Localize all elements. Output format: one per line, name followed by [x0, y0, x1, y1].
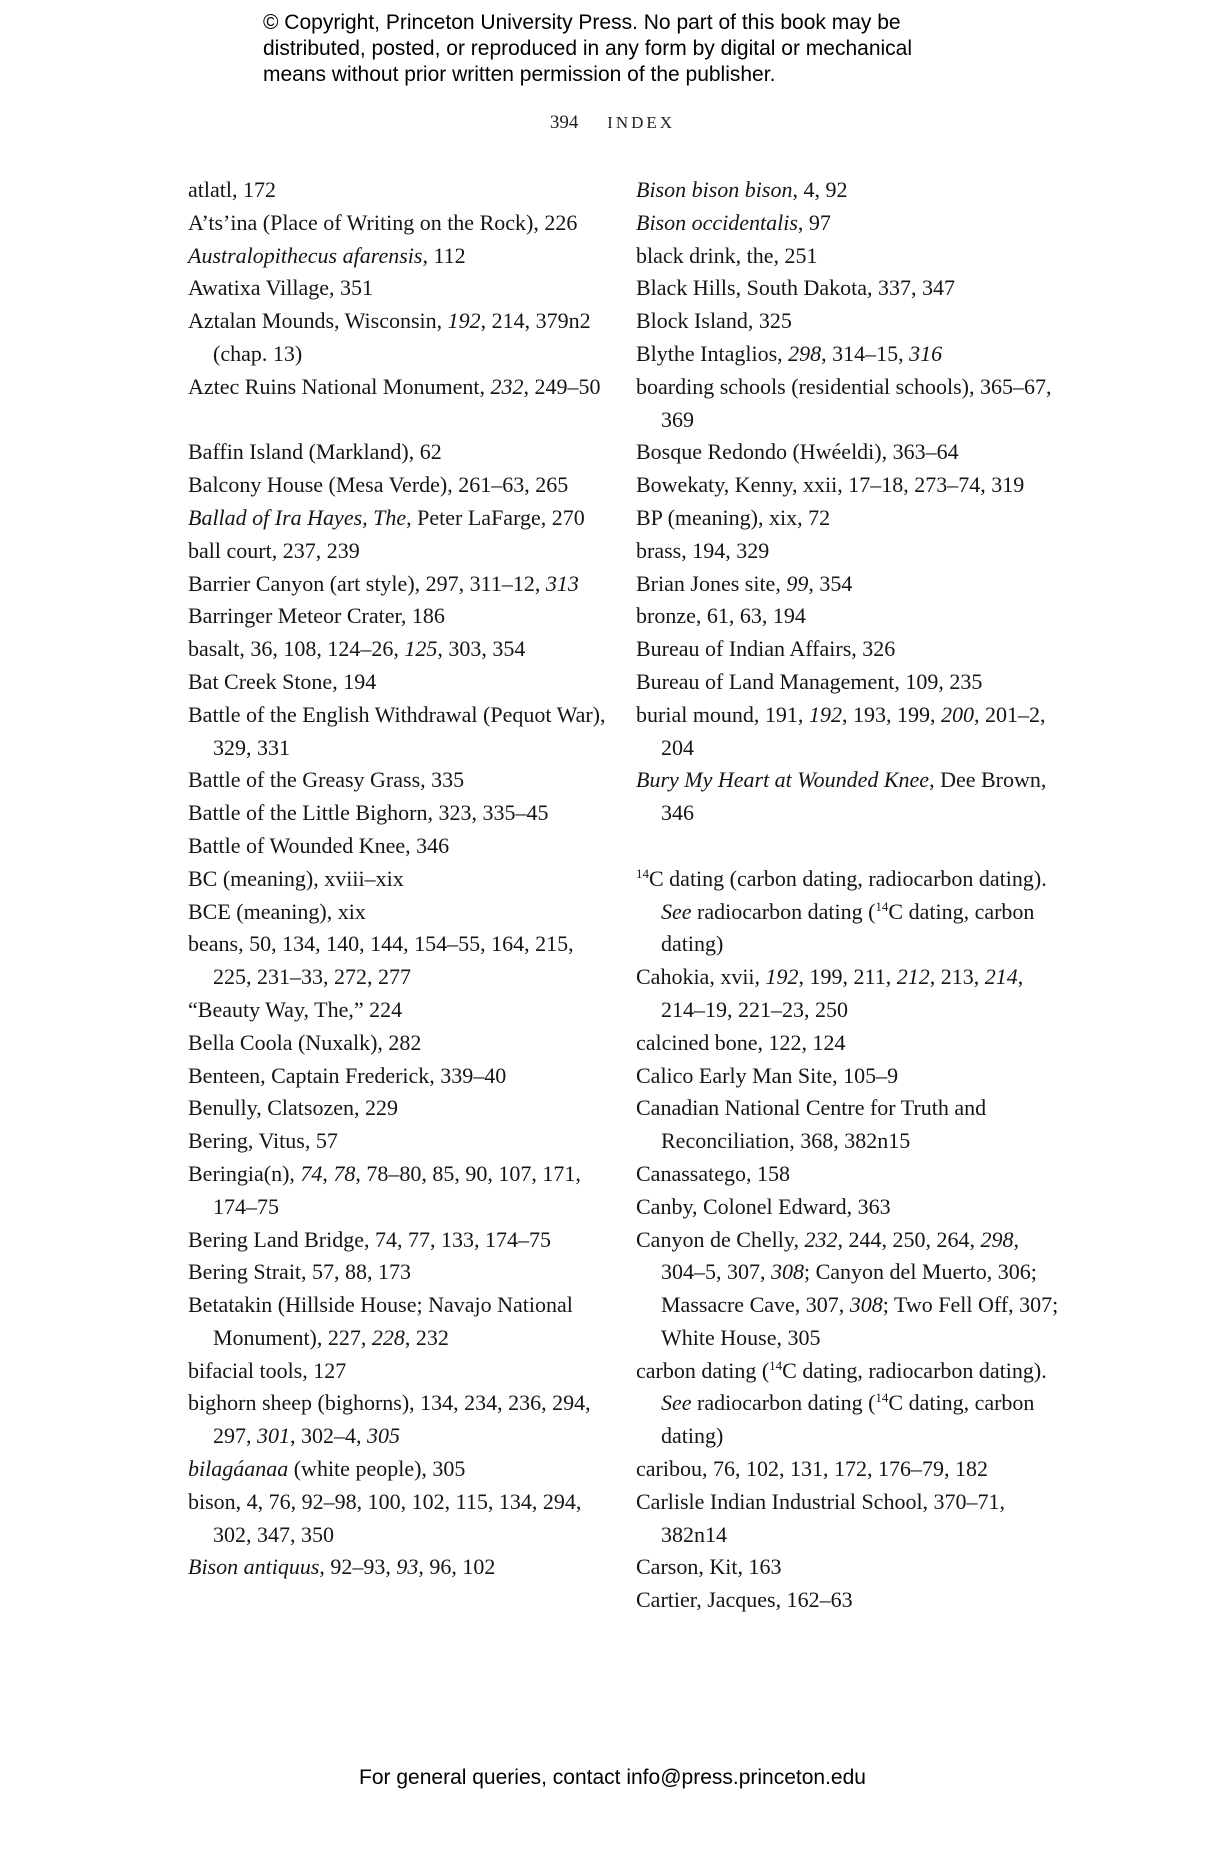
index-entry: Ballad of Ira Hayes, The, Peter LaFarge, 270	[188, 504, 585, 530]
index-entry: black drink, the, 251	[636, 242, 818, 268]
index-entry: boarding schools (residential schools), 365–67, 369	[636, 373, 1052, 432]
index-entry: Bella Coola (Nuxalk), 282	[188, 1029, 422, 1055]
index-entry: Bowekaty, Kenny, xxii, 17–18, 273–74, 319	[636, 472, 1025, 498]
index-entry: Balcony House (Mesa Verde), 261–63, 265	[188, 472, 569, 498]
index-entry: bilagáanaa (white people), 305	[188, 1456, 466, 1482]
index-entry: Aztec Ruins National Monument, 232, 249–50	[188, 373, 601, 399]
index-entry: Battle of Wounded Knee, 346	[188, 832, 450, 858]
index-entry: Canassatego, 158	[636, 1160, 790, 1186]
index-entry: BCE (meaning), xix	[188, 898, 366, 924]
index-entry: Bison bison bison, 4, 92	[636, 177, 848, 202]
index-entry: Carlisle Indian Industrial School, 370–71, 382n14	[636, 1488, 1006, 1547]
index-column-right	[636, 174, 1066, 1617]
index-entry: A’ts’ina (Place of Writing on the Rock), 226	[188, 209, 578, 235]
letter-group-gap	[636, 830, 1066, 863]
index-entry: Block Island, 325	[636, 308, 792, 334]
index-entry: Australopithecus afarensis, 112	[188, 242, 466, 268]
index-entry: Barrier Canyon (art style), 297, 311–12, 313	[188, 570, 579, 596]
index-entry: burial mound, 191, 192, 193, 199, 200, 201–2, 204	[636, 701, 1046, 760]
copyright-notice	[263, 10, 1023, 88]
index-entry: Calico Early Man Site, 105–9	[636, 1062, 899, 1088]
index-entry: Blythe Intaglios, 298, 314–15, 316	[636, 340, 943, 366]
copyright-line: © Copyright, Princeton University Press. No part of this book may be	[263, 11, 901, 34]
footer-contact: For general queries, contact info@press.princeton.edu	[359, 1766, 866, 1789]
index-entry: Awatixa Village, 351	[188, 275, 374, 301]
index-entry: Canby, Colonel Edward, 363	[636, 1193, 891, 1219]
index-entry: bighorn sheep (bighorns), 134, 234, 236, 294, 297, 301, 302–4, 305	[188, 1390, 591, 1449]
index-entry: ball court, 237, 239	[188, 537, 360, 563]
index-entry: Brian Jones site, 99, 354	[636, 570, 853, 596]
index-entry: Barringer Meteor Crater, 186	[188, 603, 445, 629]
index-entry: Benully, Clatsozen, 229	[188, 1095, 398, 1121]
copyright-line: means without prior written permission of the publisher.	[263, 63, 776, 86]
index-entry: Canadian National Centre for Truth and Reconciliation, 368, 382n15	[636, 1095, 987, 1154]
index-entry: bifacial tools, 127	[188, 1357, 347, 1383]
index-entry: BP (meaning), xix, 72	[636, 504, 831, 530]
index-entry: Carson, Kit, 163	[636, 1554, 782, 1580]
index-entry: “Beauty Way, The,” 224	[188, 996, 403, 1022]
index-entry: Bureau of Indian Affairs, 326	[636, 636, 896, 662]
index-entry: Bury My Heart at Wounded Knee, Dee Brown, 346	[636, 767, 1047, 826]
index-column-left	[188, 174, 608, 1584]
running-head	[0, 112, 1225, 134]
index-entry: atlatl, 172	[188, 177, 276, 202]
index-entry: Betatakin (Hillside House; Navajo National Monument), 227, 228, 232	[188, 1292, 573, 1350]
index-entry: Bureau of Land Management, 109, 235	[636, 668, 983, 694]
index-entry: basalt, 36, 108, 124–26, 125, 303, 354	[188, 636, 526, 662]
section-title: INDEX	[607, 113, 676, 132]
index-entry: beans, 50, 134, 140, 144, 154–55, 164, 215, 225, 231–33, 272, 277	[188, 931, 574, 990]
index-entry: Benteen, Captain Frederick, 339–40	[188, 1062, 507, 1088]
index-entry: Beringia(n), 74, 78, 78–80, 85, 90, 107, 171, 174–75	[188, 1160, 581, 1219]
index-entry: Bosque Redondo (Hwéeldi), 363–64	[636, 439, 959, 465]
index-entry: Canyon de Chelly, 232, 244, 250, 264, 298, 304–5, 307, 308; Canyon del Muerto, 306; Massacre Cave, 307, 308; Two Fell Off, 307; White House, 305	[636, 1226, 1059, 1350]
index-entry: Black Hills, South Dakota, 337, 347	[636, 275, 955, 301]
index-entry: BC (meaning), xviii–xix	[188, 865, 404, 891]
index-entry: caribou, 76, 102, 131, 172, 176–79, 182	[636, 1456, 988, 1482]
index-entry: Bering, Vitus, 57	[188, 1128, 338, 1154]
index-entry: bison, 4, 76, 92–98, 100, 102, 115, 134, 294, 302, 347, 350	[188, 1488, 582, 1547]
index-entry: Battle of the Greasy Grass, 335	[188, 767, 465, 793]
index-entry: Bering Strait, 57, 88, 173	[188, 1259, 412, 1285]
index-entry: carbon dating ($^{14}$C dating, radiocarbon dating). See radiocarbon dating ($^{14}$C dating, carbon dating)	[636, 1357, 1047, 1449]
index-entry: Aztalan Mounds, Wisconsin, 192, 214, 379n2 (chap. 13)	[188, 308, 591, 366]
index-entry: Cahokia, xvii, 192, 199, 211, 212, 213, 214, 214–19, 221–23, 250	[636, 964, 1024, 1022]
letter-group-gap	[188, 404, 608, 437]
index-entry: Bison antiquus, 92–93, 93, 96, 102	[188, 1554, 496, 1580]
index-entry: Bat Creek Stone, 194	[188, 668, 377, 694]
index-entry: Battle of the English Withdrawal (Pequot War), 329, 331	[188, 701, 606, 760]
copyright-line: distributed, posted, or reproduced in any form by digital or mechanical	[263, 37, 913, 60]
index-entry: calcined bone, 122, 124	[636, 1029, 846, 1055]
index-entry: bronze, 61, 63, 194	[636, 603, 806, 629]
index-entry: Baffin Island (Markland), 62	[188, 439, 442, 465]
index-entry: brass, 194, 329	[636, 537, 770, 563]
index-entry: Cartier, Jacques, 162–63	[636, 1587, 853, 1613]
index-entry: $^{14}$C dating (carbon dating, radiocarbon dating). See radiocarbon dating ($^{14}$C dating, carbon dating)	[636, 865, 1047, 957]
index-entry: Battle of the Little Bighorn, 323, 335–45	[188, 800, 549, 826]
index-entry: Bison occidentalis, 97	[636, 209, 831, 235]
index-entry: Bering Land Bridge, 74, 77, 133, 174–75	[188, 1226, 551, 1252]
page-number: 394	[549, 112, 579, 133]
